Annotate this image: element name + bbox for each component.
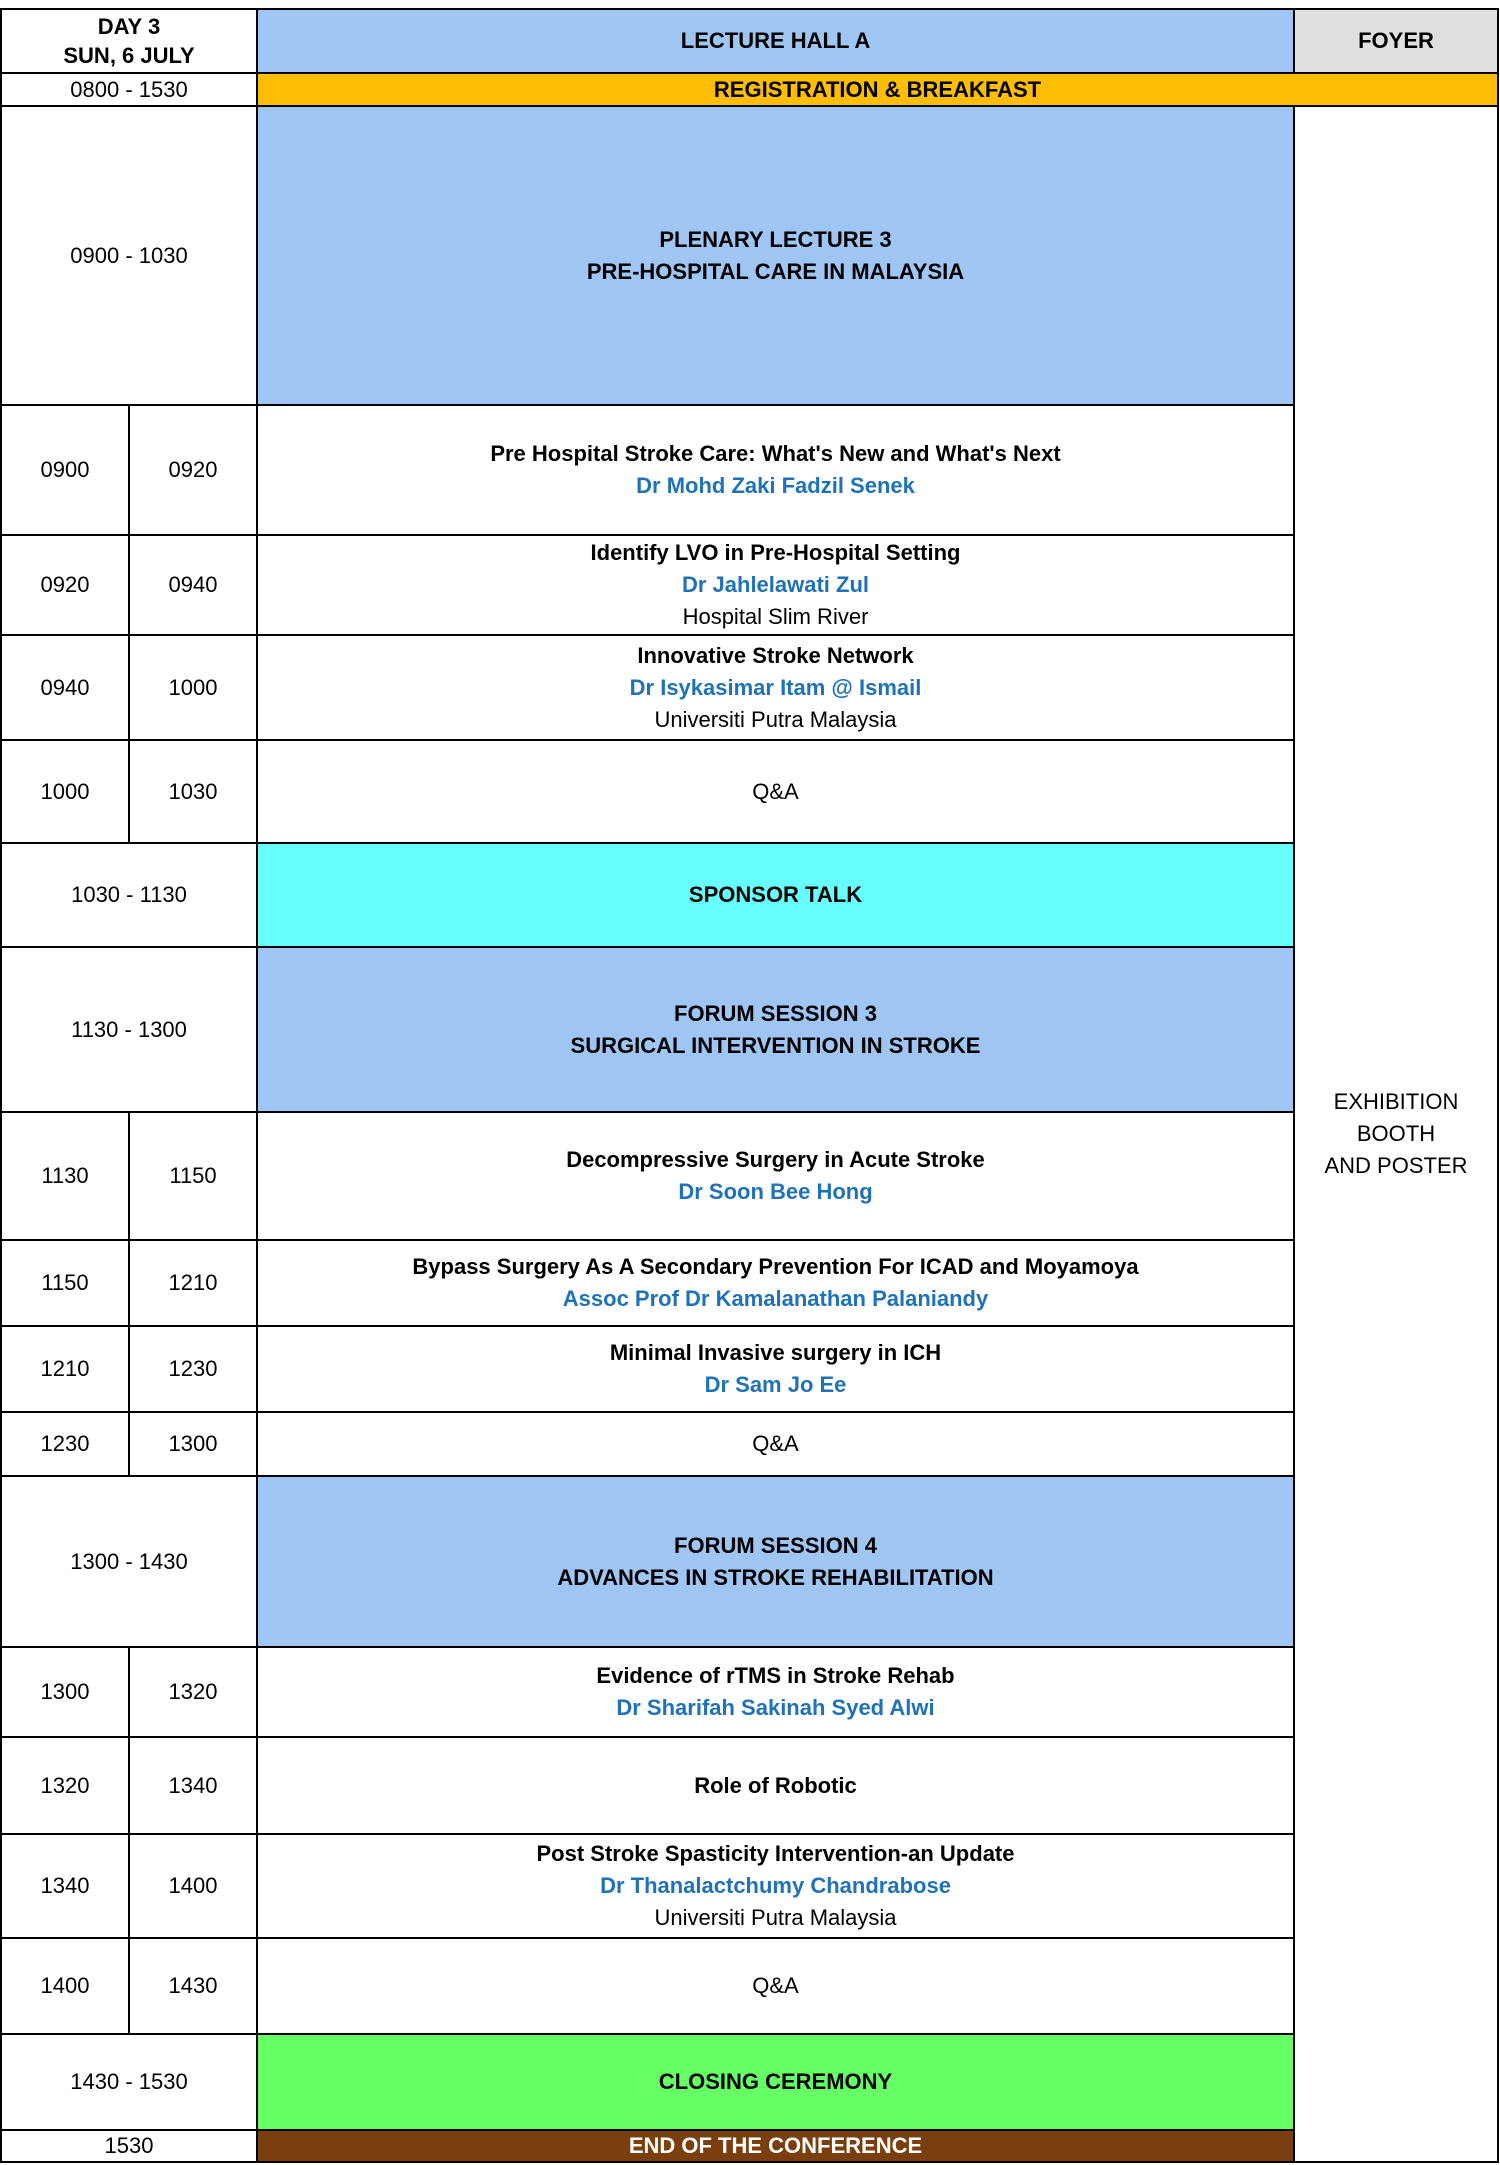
talk-cell <box>256 404 1295 536</box>
slot-end: 0940 <box>128 534 258 636</box>
slot-end: 1000 <box>128 634 258 741</box>
slot-start: 0920 <box>0 534 130 636</box>
talk-title: Pre Hospital Stroke Care: What's New and What's Next <box>490 441 1061 466</box>
day-header <box>0 8 258 74</box>
affiliation: Universiti Putra Malaysia <box>654 1905 897 1930</box>
slot-end: 1030 <box>128 739 258 844</box>
qa-cell: Q&A <box>256 1937 1295 2035</box>
foyer-line-1: EXHIBITION BOOTH <box>1333 1089 1459 1146</box>
foyer-header <box>1293 8 1499 74</box>
end-time: 1530 <box>0 2129 258 2163</box>
slot-start: 1130 <box>0 1111 130 1241</box>
slot-start: 1150 <box>0 1239 130 1327</box>
talk-title: Decompressive Surgery in Acute Stroke <box>566 1147 985 1172</box>
talk-cell <box>256 634 1295 741</box>
affiliation: Hospital Slim River <box>682 604 869 629</box>
slot-end: 1150 <box>128 1111 258 1241</box>
talk-title: Evidence of rTMS in Stroke Rehab <box>596 1663 955 1688</box>
slot-start: 1320 <box>0 1736 130 1835</box>
plenary3-time: 0900 - 1030 <box>0 105 258 406</box>
slot-end: 0920 <box>128 404 258 536</box>
slot-start: 1340 <box>0 1833 130 1939</box>
hall-label: LECTURE HALL A <box>680 28 871 53</box>
slot-end: 1430 <box>128 1937 258 2035</box>
closing-cell: CLOSING CEREMONY <box>256 2033 1295 2131</box>
slot-end: 1300 <box>128 1411 258 1477</box>
forum4-title-cell: FORUM SESSION 4 ADVANCES IN STROKE REHABILITATION <box>256 1475 1295 1648</box>
slot-start: 1300 <box>0 1646 130 1738</box>
slot-end: 1230 <box>128 1325 258 1413</box>
slot-start: 1000 <box>0 739 130 844</box>
speaker-name: Dr Jahlelawati Zul <box>681 572 870 597</box>
sponsor-cell: SPONSOR TALK <box>256 842 1295 948</box>
talk-cell <box>256 534 1295 636</box>
talk-cell <box>256 1239 1295 1327</box>
qa-cell: Q&A <box>256 739 1295 844</box>
day-label: DAY 3 <box>97 14 161 39</box>
registration-cell: REGISTRATION & BREAKFAST <box>256 72 1499 107</box>
date-label: SUN, 6 JULY <box>63 43 195 68</box>
speaker-name: Dr Mohd Zaki Fadzil Senek <box>636 473 915 498</box>
registration-time: 0800 - 1530 <box>0 72 258 107</box>
slot-end: 1210 <box>128 1239 258 1327</box>
closing-time: 1430 - 1530 <box>0 2033 258 2131</box>
slot-start: 1400 <box>0 1937 130 2035</box>
talk-title: Post Stroke Spasticity Intervention-an Update <box>536 1841 1015 1866</box>
slot-end: 1400 <box>128 1833 258 1939</box>
speaker-name: Dr Sharifah Sakinah Syed Alwi <box>616 1695 935 1720</box>
slot-start: 1230 <box>0 1411 130 1477</box>
affiliation: Universiti Putra Malaysia <box>654 706 897 732</box>
forum3-title-cell: FORUM SESSION 3 SURGICAL INTERVENTION IN STROKE <box>256 946 1295 1113</box>
talk-title: Role of Robotic <box>694 1772 857 1798</box>
slot-start: 0940 <box>0 634 130 741</box>
talk-cell <box>256 1646 1295 1738</box>
sponsor-time: 1030 - 1130 <box>0 842 258 948</box>
speaker-name: Dr Sam Jo Ee <box>704 1372 847 1397</box>
talk-title: Innovative Stroke Network <box>637 642 914 668</box>
talk-cell <box>256 1833 1295 1939</box>
qa-cell: Q&A <box>256 1411 1295 1477</box>
talk-title: Bypass Surgery As A Secondary Prevention For ICAD and Moyamoya <box>412 1254 1139 1279</box>
slot-end: 1320 <box>128 1646 258 1738</box>
slot-start: 0900 <box>0 404 130 536</box>
plenary3-title-cell: PLENARY LECTURE 3 PRE-HOSPITAL CARE IN MALAYSIA <box>256 105 1295 406</box>
foyer-cell <box>1293 105 1499 2163</box>
talk-cell <box>256 1325 1295 1413</box>
talk-title: Identify LVO in Pre-Hospital Setting <box>590 540 961 565</box>
forum3-time: 1130 - 1300 <box>0 946 258 1113</box>
speaker-name: Dr Soon Bee Hong <box>678 1179 873 1204</box>
speaker-name: Dr Isykasimar Itam @ Ismail <box>629 674 922 700</box>
talk-title: Minimal Invasive surgery in ICH <box>609 1340 942 1365</box>
talk-cell <box>256 1736 1295 1835</box>
foyer-line-2: AND POSTER <box>1324 1153 1468 1178</box>
foyer-label: FOYER <box>1358 28 1434 53</box>
hall-header <box>256 8 1295 74</box>
speaker-name: Dr Thanalactchumy Chandrabose <box>600 1873 951 1898</box>
slot-end: 1340 <box>128 1736 258 1835</box>
forum4-time: 1300 - 1430 <box>0 1475 258 1648</box>
talk-cell <box>256 1111 1295 1241</box>
speaker-name: Assoc Prof Dr Kamalanathan Palaniandy <box>562 1286 989 1311</box>
end-cell: END OF THE CONFERENCE <box>256 2129 1295 2163</box>
slot-start: 1210 <box>0 1325 130 1413</box>
